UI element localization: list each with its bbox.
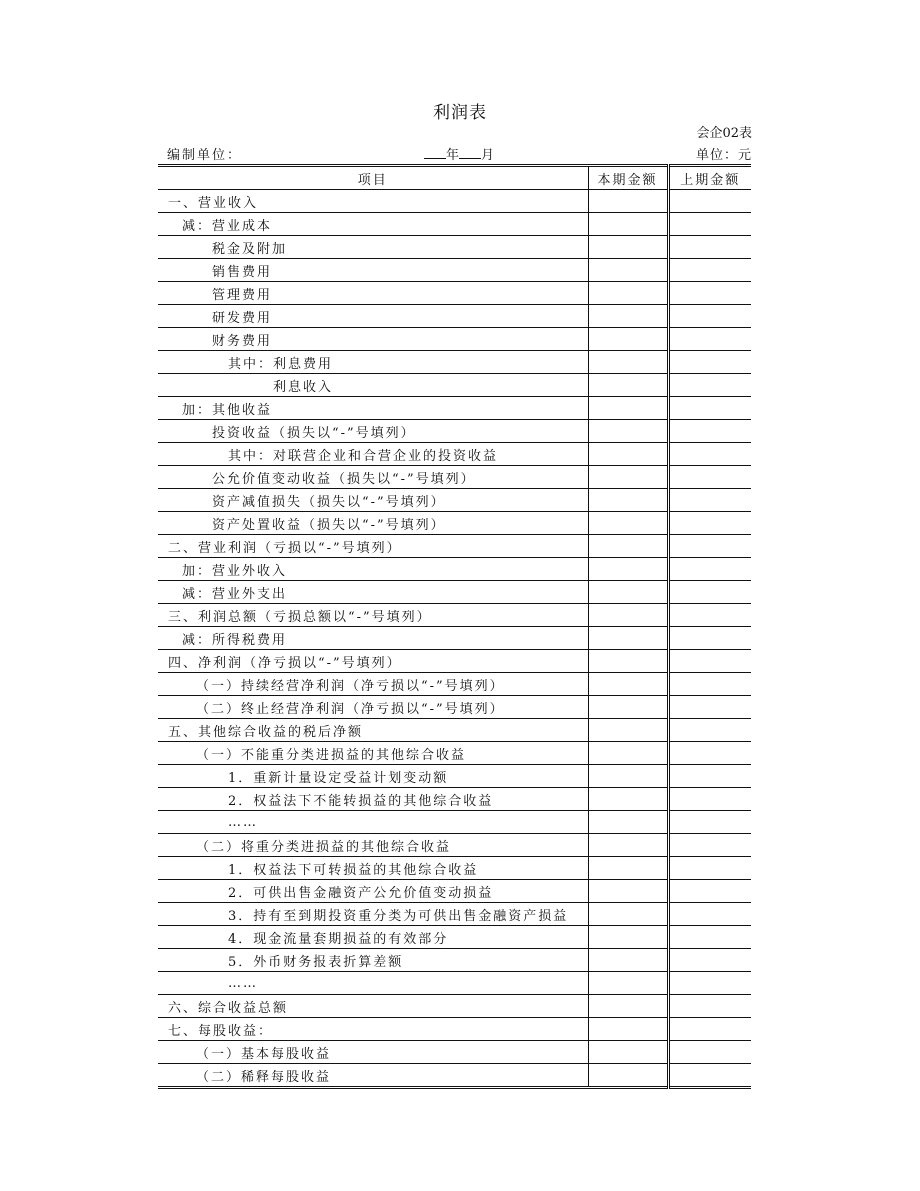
current-amount-cell[interactable] (588, 374, 668, 397)
row-item-label: 投资收益（损失以“-”号填列） (158, 420, 588, 443)
previous-amount-cell[interactable] (668, 466, 751, 489)
table-row (158, 811, 751, 834)
previous-amount-cell[interactable] (668, 420, 751, 443)
month-label: 月 (481, 148, 495, 163)
table-row (158, 650, 751, 673)
table-row (158, 742, 751, 765)
table-row (158, 1041, 751, 1064)
previous-amount-cell[interactable] (668, 972, 751, 995)
current-amount-cell[interactable] (588, 443, 668, 466)
row-item-label: 资产减值损失（损失以“-”号填列） (158, 489, 588, 512)
row-item-label: 3．持有至到期投资重分类为可供出售金融资产损益 (158, 903, 588, 926)
row-item-label: …… (158, 972, 588, 995)
current-amount-cell[interactable] (588, 604, 668, 627)
current-amount-cell[interactable] (588, 489, 668, 512)
row-item-label: 三、利润总额（亏损总额以“-”号填列） (158, 604, 588, 627)
current-amount-cell[interactable] (588, 213, 668, 236)
table-row (158, 604, 751, 627)
row-item-label: 七、每股收益： (158, 1018, 588, 1041)
current-amount-cell[interactable] (588, 1064, 668, 1088)
table-row (158, 926, 751, 949)
previous-amount-cell[interactable] (668, 696, 751, 719)
previous-amount-cell[interactable] (668, 397, 751, 420)
row-item-label: 加：其他收益 (158, 397, 588, 420)
previous-amount-cell[interactable] (668, 213, 751, 236)
table-row (158, 834, 751, 857)
previous-amount-cell[interactable] (668, 328, 751, 351)
table-header-row (158, 166, 751, 190)
table-row (158, 512, 751, 535)
current-amount-cell[interactable] (588, 535, 668, 558)
col-header-previous: 上期金额 (668, 166, 751, 190)
previous-amount-cell[interactable] (668, 282, 751, 305)
row-item-label: 5．外币财务报表折算差额 (158, 949, 588, 972)
previous-amount-cell[interactable] (668, 788, 751, 811)
form-code: 会企02表 (696, 126, 752, 141)
previous-amount-cell[interactable] (668, 374, 751, 397)
row-item-label: 加：营业外收入 (158, 558, 588, 581)
row-item-label: （一）不能重分类进损益的其他综合收益 (158, 742, 588, 765)
current-amount-cell[interactable] (588, 466, 668, 489)
current-amount-cell[interactable] (588, 650, 668, 673)
previous-amount-cell[interactable] (668, 627, 751, 650)
month-blank[interactable] (459, 146, 481, 159)
current-amount-cell[interactable] (588, 949, 668, 972)
previous-amount-cell[interactable] (668, 489, 751, 512)
row-item-label: 其中：利息费用 (158, 351, 588, 374)
previous-amount-cell[interactable] (668, 650, 751, 673)
report-period (424, 144, 494, 163)
current-amount-cell[interactable] (588, 259, 668, 282)
table-row (158, 305, 751, 328)
report-meta (167, 144, 752, 162)
row-item-label: 其中：对联营企业和合营企业的投资收益 (158, 443, 588, 466)
table-row (158, 259, 751, 282)
current-amount-cell[interactable] (588, 834, 668, 857)
previous-amount-cell[interactable] (668, 765, 751, 788)
row-item-label: 公允价值变动收益（损失以“-”号填列） (158, 466, 588, 489)
table-row (158, 1064, 751, 1088)
current-amount-cell[interactable] (588, 880, 668, 903)
col-header-current: 本期金额 (588, 166, 668, 190)
previous-amount-cell[interactable] (668, 811, 751, 834)
previous-amount-cell[interactable] (668, 1041, 751, 1064)
previous-amount-cell[interactable] (668, 903, 751, 926)
row-item-label: （一）持续经营净利润（净亏损以“-”号填列） (158, 673, 588, 696)
row-item-label: 六、综合收益总额 (158, 995, 588, 1018)
row-item-label: 2．可供出售金融资产公允价值变动损益 (158, 880, 588, 903)
table-row (158, 949, 751, 972)
current-amount-cell[interactable] (588, 788, 668, 811)
row-item-label: 财务费用 (158, 328, 588, 351)
table-row (158, 443, 751, 466)
previous-amount-cell[interactable] (668, 259, 751, 282)
current-amount-cell[interactable] (588, 1018, 668, 1041)
table-row (158, 213, 751, 236)
report-title: 利润表 (433, 103, 487, 123)
row-item-label: （二）将重分类进损益的其他综合收益 (158, 834, 588, 857)
previous-amount-cell[interactable] (668, 673, 751, 696)
previous-amount-cell[interactable] (668, 857, 751, 880)
current-amount-cell[interactable] (588, 811, 668, 834)
previous-amount-cell[interactable] (668, 236, 751, 259)
previous-amount-cell[interactable] (668, 604, 751, 627)
row-item-label: 二、营业利润（亏损以“-”号填列） (158, 535, 588, 558)
current-amount-cell[interactable] (588, 236, 668, 259)
table-row (158, 328, 751, 351)
row-item-label: 研发费用 (158, 305, 588, 328)
table-row (158, 1018, 751, 1041)
current-amount-cell[interactable] (588, 719, 668, 742)
current-amount-cell[interactable] (588, 581, 668, 604)
current-amount-cell[interactable] (588, 857, 668, 880)
current-amount-cell[interactable] (588, 1041, 668, 1064)
current-amount-cell[interactable] (588, 673, 668, 696)
current-amount-cell[interactable] (588, 696, 668, 719)
row-item-label: 减：营业成本 (158, 213, 588, 236)
previous-amount-cell[interactable] (668, 351, 751, 374)
current-amount-cell[interactable] (588, 305, 668, 328)
table-row (158, 466, 751, 489)
table-row (158, 397, 751, 420)
row-item-label: 五、其他综合收益的税后净额 (158, 719, 588, 742)
table-row (158, 696, 751, 719)
current-amount-cell[interactable] (588, 282, 668, 305)
current-amount-cell[interactable] (588, 742, 668, 765)
table-row (158, 489, 751, 512)
table-row (158, 972, 751, 995)
table-row (158, 627, 751, 650)
current-amount-cell[interactable] (588, 627, 668, 650)
current-amount-cell[interactable] (588, 903, 668, 926)
table-row (158, 374, 751, 397)
table-row (158, 420, 751, 443)
col-header-item: 项目 (158, 166, 588, 190)
current-amount-cell[interactable] (588, 558, 668, 581)
table-row (158, 351, 751, 374)
income-statement-table (158, 164, 751, 1089)
previous-amount-cell[interactable] (668, 995, 751, 1018)
year-blank[interactable] (424, 146, 446, 159)
previous-amount-cell[interactable] (668, 834, 751, 857)
table-row (158, 282, 751, 305)
row-item-label: （二）终止经营净利润（净亏损以“-”号填列） (158, 696, 588, 719)
row-item-label: 一、营业收入 (158, 190, 588, 213)
table-row (158, 558, 751, 581)
previous-amount-cell[interactable] (668, 581, 751, 604)
row-item-label: 减：营业外支出 (158, 581, 588, 604)
row-item-label: 四、净利润（净亏损以“-”号填列） (158, 650, 588, 673)
table-row (158, 903, 751, 926)
table-row (158, 236, 751, 259)
current-amount-cell[interactable] (588, 351, 668, 374)
row-item-label: 利息收入 (158, 374, 588, 397)
previous-amount-cell[interactable] (668, 305, 751, 328)
previous-amount-cell[interactable] (668, 535, 751, 558)
row-item-label: …… (158, 811, 588, 834)
table-row (158, 719, 751, 742)
year-label: 年 (446, 148, 460, 163)
table-row (158, 581, 751, 604)
org-label: 编制单位： (167, 148, 243, 163)
row-item-label: 1．重新计量设定受益计划变动额 (158, 765, 588, 788)
row-item-label: 1．权益法下可转损益的其他综合收益 (158, 857, 588, 880)
previous-amount-cell[interactable] (668, 719, 751, 742)
row-item-label: 销售费用 (158, 259, 588, 282)
current-amount-cell[interactable] (588, 512, 668, 535)
previous-amount-cell[interactable] (668, 512, 751, 535)
table-body (158, 190, 751, 1088)
row-item-label: 4．现金流量套期损益的有效部分 (158, 926, 588, 949)
current-amount-cell[interactable] (588, 420, 668, 443)
unit-label: 单位：元 (695, 148, 752, 163)
table-row (158, 880, 751, 903)
table-row (158, 857, 751, 880)
row-item-label: 税金及附加 (158, 236, 588, 259)
table-row (158, 765, 751, 788)
previous-amount-cell[interactable] (668, 443, 751, 466)
current-amount-cell[interactable] (588, 328, 668, 351)
current-amount-cell[interactable] (588, 397, 668, 420)
table-row (158, 995, 751, 1018)
previous-amount-cell[interactable] (668, 742, 751, 765)
previous-amount-cell[interactable] (668, 949, 751, 972)
row-item-label: 管理费用 (158, 282, 588, 305)
current-amount-cell[interactable] (588, 926, 668, 949)
current-amount-cell[interactable] (588, 995, 668, 1018)
previous-amount-cell[interactable] (668, 880, 751, 903)
previous-amount-cell[interactable] (668, 926, 751, 949)
table-row (158, 673, 751, 696)
row-item-label: 资产处置收益（损失以“-”号填列） (158, 512, 588, 535)
previous-amount-cell[interactable] (668, 190, 751, 213)
row-item-label: （二）稀释每股收益 (158, 1064, 588, 1088)
table-row (158, 190, 751, 213)
previous-amount-cell[interactable] (668, 558, 751, 581)
table-row (158, 535, 751, 558)
row-item-label: 2．权益法下不能转损益的其他综合收益 (158, 788, 588, 811)
previous-amount-cell[interactable] (668, 1064, 751, 1088)
row-item-label: 减：所得税费用 (158, 627, 588, 650)
current-amount-cell[interactable] (588, 765, 668, 788)
table-row (158, 788, 751, 811)
row-item-label: （一）基本每股收益 (158, 1041, 588, 1064)
current-amount-cell[interactable] (588, 972, 668, 995)
previous-amount-cell[interactable] (668, 1018, 751, 1041)
current-amount-cell[interactable] (588, 190, 668, 213)
